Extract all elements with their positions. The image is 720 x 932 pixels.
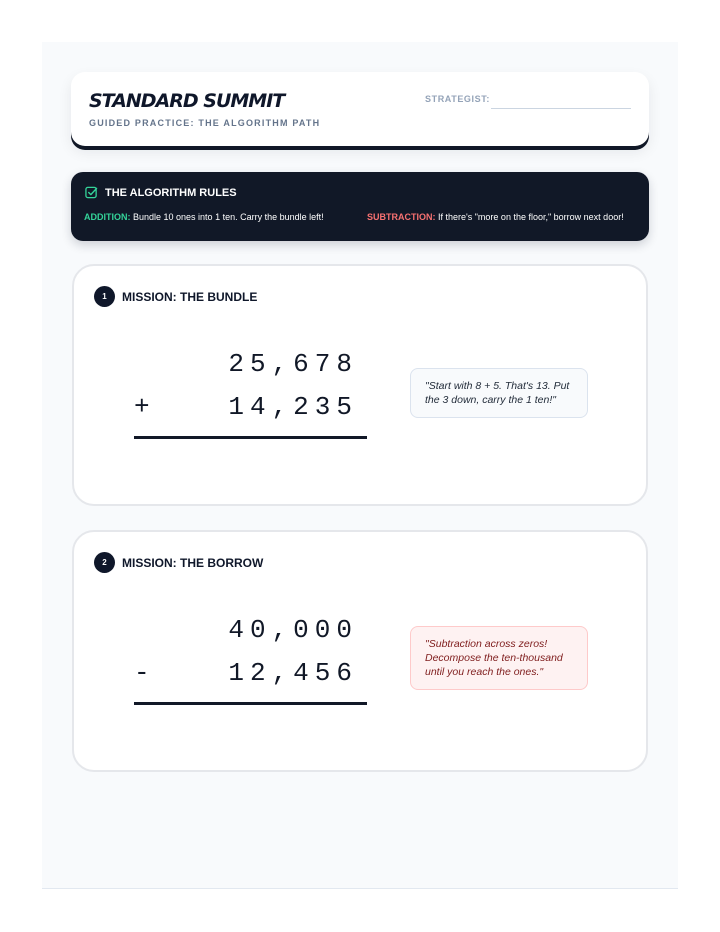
subtraction-text: If there's "more on the floor," borrow next door! <box>435 212 624 222</box>
mission-header <box>94 286 257 307</box>
subtraction-problem <box>134 612 368 698</box>
hint-bubble: "Start with 8 + 5. That's 13. Put the 3 down, carry the 1 ten!" <box>410 368 588 418</box>
addition-problem <box>134 346 368 432</box>
rules-header <box>85 186 237 199</box>
mission-header <box>94 552 263 573</box>
addition-label: ADDITION: <box>84 212 131 222</box>
bottom-number: 12,456 <box>228 658 358 688</box>
mission-number-badge: 1 <box>94 286 115 307</box>
operator-sign: - <box>134 658 150 688</box>
top-number-row <box>134 346 368 389</box>
mission-card-bundle <box>72 264 648 506</box>
bottom-number-row <box>134 655 368 698</box>
subtraction-label: SUBTRACTION: <box>367 212 436 222</box>
answer-line <box>134 436 367 439</box>
subtraction-rule <box>367 212 624 222</box>
addition-text: Bundle 10 ones into 1 ten. Carry the bundle left! <box>130 212 324 222</box>
top-number-row <box>134 612 368 655</box>
answer-line <box>134 702 367 705</box>
top-number: 25,678 <box>228 349 358 379</box>
strategist-label: STRATEGIST: <box>425 94 490 104</box>
mission-number-badge: 2 <box>94 552 115 573</box>
addition-rule <box>84 212 324 222</box>
top-number: 40,000 <box>228 615 358 645</box>
check-square-icon <box>85 186 98 199</box>
algorithm-rules-banner <box>71 172 649 241</box>
strategist-name-field[interactable] <box>491 96 631 109</box>
bottom-number-row <box>134 389 368 432</box>
page-subtitle: GUIDED PRACTICE: THE ALGORITHM PATH <box>89 118 321 128</box>
rules-title: THE ALGORITHM RULES <box>105 186 237 199</box>
mission-title: MISSION: THE BUNDLE <box>122 289 258 304</box>
operator-sign: + <box>134 392 150 422</box>
mission-card-borrow <box>72 530 648 772</box>
mission-title: MISSION: THE BORROW <box>122 555 264 570</box>
hint-bubble: "Subtraction across zeros! Decompose the ten-thousand until you reach the ones." <box>410 626 588 690</box>
header-card <box>71 72 649 146</box>
bottom-number: 14,235 <box>228 392 358 422</box>
page-title: STANDARD SUMMIT <box>89 90 285 112</box>
